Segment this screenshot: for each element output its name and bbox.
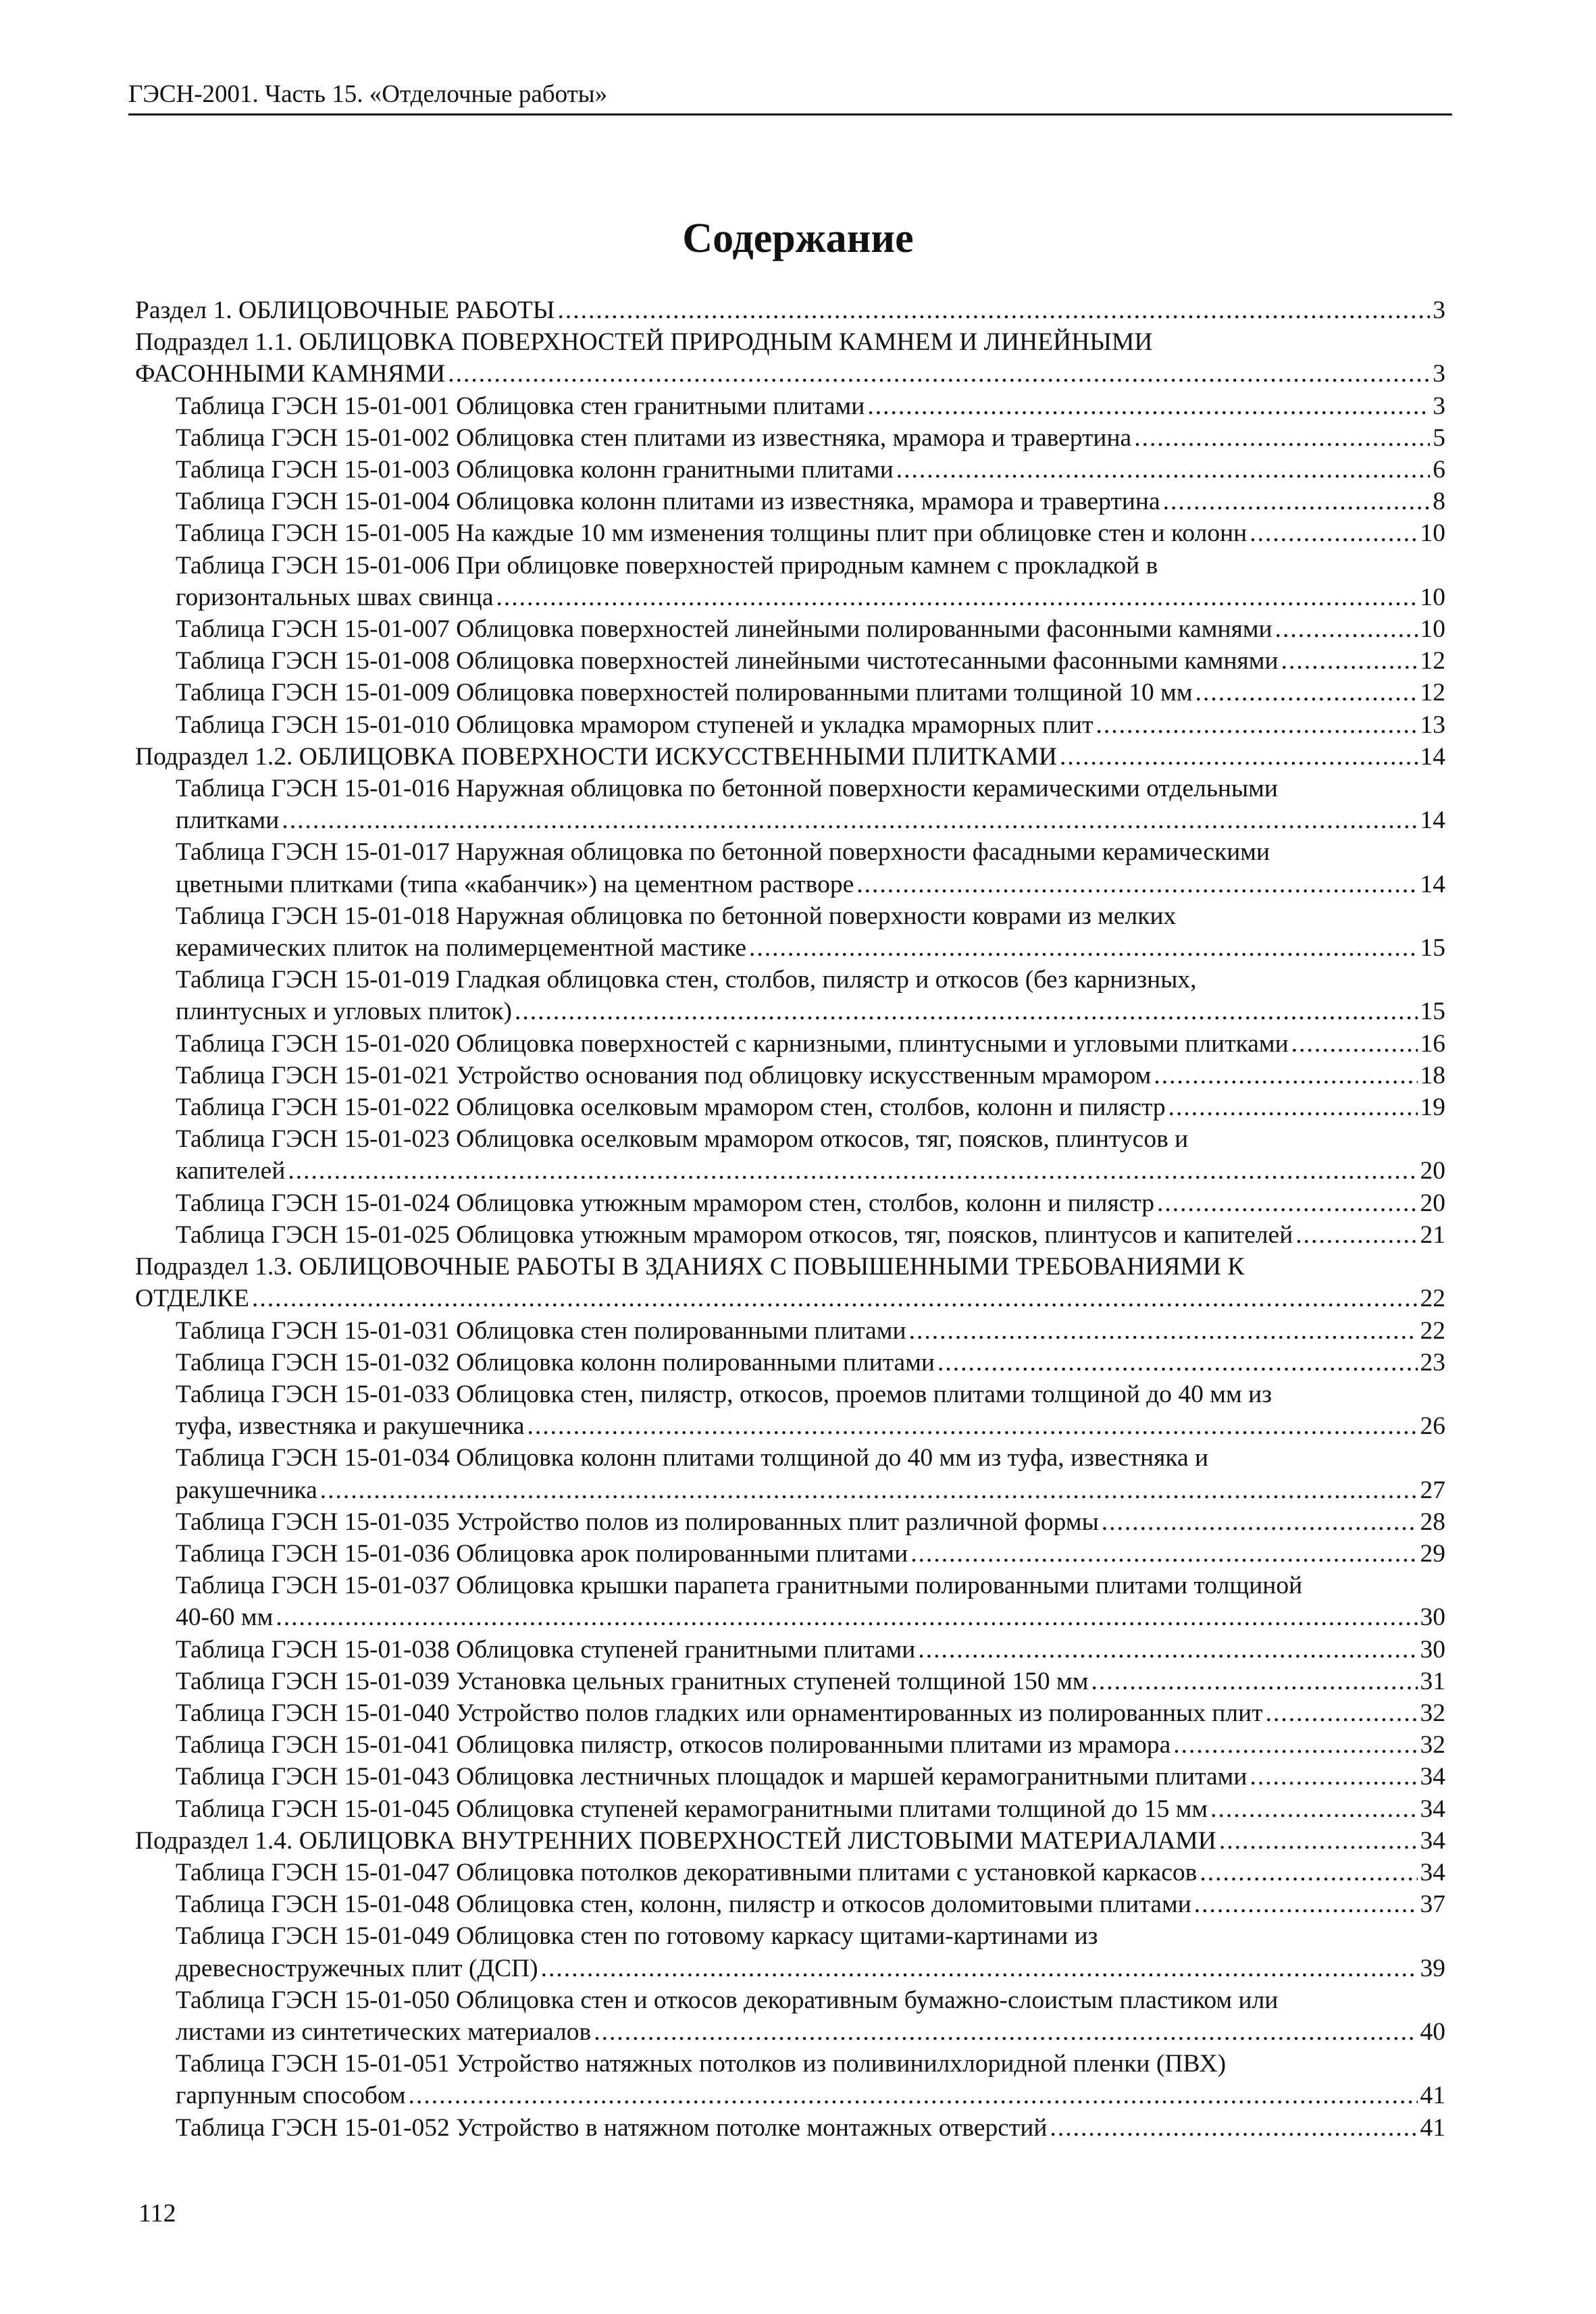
- dot-leader: [1102, 1506, 1418, 1538]
- toc-entry-text: Таблица ГЭСН 15-01-051 Устройство натяжных потолков из поливинилхлоридной пленки (ПВХ): [176, 2050, 1227, 2078]
- toc-entry-text: Таблица ГЭСН 15-01-005 На каждые 10 мм изменения толщины плит при облицовке стен и колонн: [176, 519, 1247, 548]
- toc-line: [176, 1442, 1445, 1474]
- toc-entry-text: горизонтальных швах свинца: [176, 583, 494, 611]
- toc-entry-text: Таблица ГЭСН 15-01-022 Облицовка оселковым мрамором стен, столбов, колонн и пилястр: [176, 1094, 1166, 1122]
- toc-line: [135, 294, 1445, 326]
- toc-table-entry: [135, 1219, 1445, 1251]
- toc-table-entry: [135, 1920, 1445, 1984]
- toc-line: [176, 773, 1445, 804]
- toc-page-number: 10: [1420, 583, 1445, 611]
- toc-page-number: 3: [1433, 392, 1445, 420]
- toc-entry-text: Таблица ГЭСН 15-01-008 Облицовка поверхностей линейными чистотесанными фасонными камнями: [176, 647, 1279, 675]
- toc-line: [176, 2112, 1445, 2144]
- toc-line: [176, 422, 1445, 454]
- toc-entry-text: Таблица ГЭСН 15-01-023 Облицовка оселковым мрамором откосов, тяг, поясков, плинтусов и: [176, 1125, 1189, 1154]
- toc-entry-text: Таблица ГЭСН 15-01-037 Облицовка крышки парапета гранитными полированными плитами толщиной: [176, 1572, 1303, 1600]
- toc-table-entry: [135, 1060, 1445, 1091]
- dot-leader: [909, 1315, 1418, 1347]
- toc-line: [135, 741, 1445, 773]
- toc-line: [176, 1060, 1445, 1091]
- dot-leader: [320, 1474, 1418, 1506]
- toc-entry-text: Таблица ГЭСН 15-01-004 Облицовка колонн плитами из известняка, мрамора и травертина: [176, 488, 1160, 516]
- toc-table-entry: [135, 1697, 1445, 1729]
- toc-line: [176, 1091, 1445, 1123]
- toc-line: [176, 932, 1445, 964]
- toc-line: [176, 2048, 1445, 2080]
- dot-leader: [1266, 1697, 1418, 1729]
- toc-line: [176, 964, 1445, 996]
- toc-entry-text: Таблица ГЭСН 15-01-024 Облицовка утюжным мрамором стен, столбов, колонн и пилястр: [176, 1189, 1154, 1217]
- toc-line: [176, 709, 1445, 741]
- toc-page-number: 10: [1420, 519, 1445, 548]
- toc-line: [176, 1347, 1445, 1379]
- dot-leader: [1096, 709, 1418, 741]
- toc-page-number: 34: [1420, 1826, 1445, 1855]
- toc-table-entry: [135, 454, 1445, 486]
- toc-entry-text: Таблица ГЭСН 15-01-019 Гладкая облицовка стен, столбов, пилястр и откосов (без карнизных,: [176, 966, 1197, 994]
- toc-line: [176, 1888, 1445, 1920]
- toc-table-entry: [135, 517, 1445, 549]
- dot-leader: [1295, 1219, 1417, 1251]
- toc-line: [176, 1123, 1445, 1155]
- dot-leader: [252, 1283, 1418, 1314]
- toc-line: [176, 1729, 1445, 1761]
- toc-table-entry: [135, 486, 1445, 517]
- toc-entry-text: плинтусных и угловых плиток): [176, 998, 512, 1026]
- toc-page-number: 29: [1420, 1539, 1445, 1568]
- toc-entry-text: Таблица ГЭСН 15-01-043 Облицовка лестничных площадок и маршей керамогранитными плитами: [176, 1763, 1247, 1791]
- toc-table-entry: [135, 836, 1445, 900]
- toc-entry-text: Таблица ГЭСН 15-01-007 Облицовка поверхностей линейными полированными фасонными камнями: [176, 615, 1272, 644]
- toc-line: [176, 1474, 1445, 1506]
- toc-page-number: 15: [1420, 934, 1445, 962]
- toc-line: [176, 836, 1445, 868]
- header-text: ГЭСН-2001. Часть 15. «Отделочные работы»: [128, 80, 608, 108]
- toc-page-number: 12: [1420, 647, 1445, 675]
- toc-page-number: 31: [1420, 1667, 1445, 1695]
- dot-leader: [558, 294, 1431, 326]
- dot-leader: [1194, 1888, 1418, 1920]
- toc-section-entry: [135, 294, 1445, 326]
- dot-leader: [527, 1410, 1418, 1442]
- toc-line: [176, 869, 1445, 900]
- toc-entry-text: Таблица ГЭСН 15-01-018 Наружная облицовка по бетонной поверхности коврами из мелких: [176, 902, 1177, 930]
- toc-line: [176, 1315, 1445, 1347]
- dot-leader: [1134, 422, 1430, 454]
- toc-table-entry: [135, 964, 1445, 1027]
- toc-page-number: 3: [1433, 297, 1445, 324]
- toc-entry-text: древесностружечных плит (ДСП): [176, 1954, 538, 1982]
- toc-entry-text: Подраздел 1.3. ОБЛИЦОВОЧНЫЕ РАБОТЫ В ЗДАНИЯХ С ПОВЫШЕННЫМИ ТРЕБОВАНИЯМИ К: [135, 1253, 1245, 1281]
- toc-entry-text: Таблица ГЭСН 15-01-040 Устройство полов гладких или орнаментированных из полированных плит: [176, 1699, 1263, 1727]
- toc-page-number: 14: [1420, 870, 1445, 898]
- toc-page-number: 30: [1420, 1603, 1445, 1632]
- dot-leader: [1157, 1187, 1418, 1219]
- toc-entry-text: Таблица ГЭСН 15-01-033 Облицовка стен, пилястр, откосов, проемов плитами толщиной до 40 мм из: [176, 1380, 1272, 1408]
- toc-line: [176, 645, 1445, 677]
- toc-page-number: 32: [1420, 1731, 1445, 1759]
- toc-line: [176, 900, 1445, 932]
- toc-line: [176, 454, 1445, 486]
- toc-line: [176, 1538, 1445, 1570]
- toc-page-number: 34: [1420, 1763, 1445, 1791]
- dot-leader: [1250, 517, 1417, 549]
- toc-line: [176, 996, 1445, 1027]
- toc-line: [176, 2080, 1445, 2111]
- toc-entry-text: гарпунным способом: [176, 2082, 406, 2110]
- toc-line: [176, 1857, 1445, 1888]
- toc-page-number: 20: [1420, 1157, 1445, 1185]
- toc-page-number: 16: [1420, 1029, 1445, 1058]
- dot-leader: [282, 804, 1417, 836]
- toc-line: [176, 1761, 1445, 1793]
- toc-line: [176, 1666, 1445, 1697]
- dot-leader: [856, 869, 1417, 900]
- toc-line: [176, 677, 1445, 709]
- toc-entry-text: Таблица ГЭСН 15-01-002 Облицовка стен плитами из известняка, мрамора и травертина: [176, 423, 1132, 452]
- toc-page-number: 40: [1420, 2017, 1445, 2046]
- toc-line: [176, 390, 1445, 422]
- toc-page-number: 37: [1420, 1891, 1445, 1919]
- toc-table-entry: [135, 1442, 1445, 1506]
- toc-line: [176, 1155, 1445, 1187]
- toc-entry-text: Таблица ГЭСН 15-01-001 Облицовка стен гранитными плитами: [176, 392, 865, 420]
- dot-leader: [288, 1155, 1417, 1187]
- toc-table-entry: [135, 1888, 1445, 1920]
- table-of-contents: [135, 294, 1445, 2144]
- toc-entry-text: Таблица ГЭСН 15-01-050 Облицовка стен и откосов декоративным бумажно-слоистым пластиком или: [176, 1986, 1279, 2014]
- dot-leader: [515, 996, 1418, 1027]
- dot-leader: [937, 1347, 1418, 1379]
- toc-table-entry: [135, 2112, 1445, 2144]
- toc-entry-text: Таблица ГЭСН 15-01-052 Устройство в натяжном потолке монтажных отверстий: [176, 2113, 1048, 2142]
- toc-entry-text: Таблица ГЭСН 15-01-048 Облицовка стен, колонн, пилястр и откосов доломитовыми плитами: [176, 1891, 1191, 1919]
- toc-table-entry: [135, 1091, 1445, 1123]
- dot-leader: [1060, 741, 1418, 773]
- toc-entry-text: Таблица ГЭСН 15-01-003 Облицовка колонн гранитными плитами: [176, 456, 894, 484]
- toc-table-entry: [135, 1347, 1445, 1379]
- dot-leader: [1210, 1793, 1417, 1825]
- toc-page-number: 10: [1420, 615, 1445, 644]
- dot-leader: [448, 358, 1430, 390]
- toc-entry-text: Таблица ГЭСН 15-01-039 Установка цельных гранитных ступеней толщиной 150 мм: [176, 1667, 1089, 1695]
- toc-entry-text: Таблица ГЭСН 15-01-047 Облицовка потолков декоративными плитами с установкой каркасов: [176, 1858, 1198, 1886]
- dot-leader: [1173, 1729, 1417, 1761]
- toc-line: [176, 1506, 1445, 1538]
- toc-entry-text: плитками: [176, 806, 280, 835]
- toc-table-entry: [135, 1984, 1445, 2048]
- dot-leader: [1200, 1857, 1417, 1888]
- toc-page-number: 14: [1420, 742, 1445, 771]
- toc-page-number: 20: [1420, 1189, 1445, 1217]
- dot-leader: [594, 2016, 1417, 2048]
- toc-line: [176, 550, 1445, 582]
- toc-entry-text: Таблица ГЭСН 15-01-038 Облицовка ступеней гранитными плитами: [176, 1635, 916, 1664]
- toc-page-number: 34: [1420, 1858, 1445, 1886]
- toc-entry-text: Таблица ГЭСН 15-01-009 Облицовка поверхностей полированными плитами толщиной 10 мм: [176, 679, 1193, 707]
- toc-line: [176, 1601, 1445, 1633]
- toc-entry-text: капителей: [176, 1157, 286, 1185]
- toc-entry-text: Таблица ГЭСН 15-01-016 Наружная облицовка по бетонной поверхности керамическими отдельными: [176, 775, 1278, 803]
- dot-leader: [1281, 645, 1418, 677]
- header-rule: [128, 113, 1452, 115]
- toc-line: [176, 2016, 1445, 2048]
- toc-table-entry: [135, 1123, 1445, 1187]
- toc-line: [176, 1187, 1445, 1219]
- toc-entry-text: Таблица ГЭСН 15-01-025 Облицовка утюжным мрамором откосов, тяг, поясков, плинтусов и капителей: [176, 1220, 1293, 1249]
- toc-line: [176, 1570, 1445, 1601]
- dot-leader: [1219, 1825, 1418, 1857]
- toc-table-entry: [135, 390, 1445, 422]
- toc-page-number: 30: [1420, 1635, 1445, 1664]
- page-number: 112: [138, 2199, 176, 2228]
- dot-leader: [541, 1953, 1418, 1984]
- toc-entry-text: Таблица ГЭСН 15-01-010 Облицовка мрамором ступеней и укладка мраморных плит: [176, 711, 1093, 739]
- toc-page-number: 13: [1420, 711, 1445, 739]
- toc-table-entry: [135, 1570, 1445, 1633]
- toc-page-number: 3: [1433, 360, 1445, 388]
- toc-line: [176, 517, 1445, 549]
- toc-entry-text: Подраздел 1.4. ОБЛИЦОВКА ВНУТРЕННИХ ПОВЕРХНОСТЕЙ ЛИСТОВЫМИ МАТЕРИАЛАМИ: [135, 1826, 1216, 1855]
- toc-line: [176, 1219, 1445, 1251]
- toc-line: [135, 358, 1445, 390]
- toc-entry-text: Таблица ГЭСН 15-01-017 Наружная облицовка по бетонной поверхности фасадными керамическими: [176, 838, 1270, 867]
- toc-table-entry: [135, 1793, 1445, 1825]
- toc-page-number: 23: [1420, 1348, 1445, 1377]
- toc-page-number: 34: [1420, 1795, 1445, 1823]
- dot-leader: [1250, 1761, 1417, 1793]
- toc-page-number: 39: [1420, 1954, 1445, 1982]
- dot-leader: [867, 390, 1430, 422]
- toc-entry-text: ФАСОННЫМИ КАМНЯМИ: [135, 360, 446, 388]
- toc-page-number: 14: [1420, 806, 1445, 835]
- toc-entry-text: Таблица ГЭСН 15-01-049 Облицовка стен по готовому каркасу щитами-картинами из: [176, 1922, 1098, 1951]
- toc-table-entry: [135, 645, 1445, 677]
- toc-line: [135, 1825, 1445, 1857]
- toc-entry-text: Раздел 1. ОБЛИЦОВОЧНЫЕ РАБОТЫ: [135, 297, 555, 324]
- toc-line: [176, 1028, 1445, 1060]
- toc-entry-text: цветными плитками (типа «кабанчик») на цементном растворе: [176, 870, 854, 898]
- toc-line: [176, 1379, 1445, 1410]
- toc-page-number: 21: [1420, 1220, 1445, 1249]
- dot-leader: [1195, 677, 1418, 709]
- toc-table-entry: [135, 1634, 1445, 1666]
- toc-table-entry: [135, 1761, 1445, 1793]
- toc-entry-text: Подраздел 1.2. ОБЛИЦОВКА ПОВЕРХНОСТИ ИСКУССТВЕННЫМИ ПЛИТКАМИ: [135, 742, 1057, 771]
- toc-entry-text: керамических плиток на полимерцементной мастике: [176, 934, 746, 962]
- toc-page-number: 27: [1420, 1476, 1445, 1504]
- toc-entry-text: ракушечника: [176, 1476, 317, 1504]
- toc-entry-text: Таблица ГЭСН 15-01-031 Облицовка стен полированными плитами: [176, 1316, 906, 1345]
- toc-table-entry: [135, 2048, 1445, 2111]
- dot-leader: [1050, 2112, 1417, 2144]
- toc-page-number: 6: [1433, 456, 1445, 484]
- dot-leader: [896, 454, 1430, 486]
- toc-line: [135, 1251, 1445, 1283]
- toc-entry-text: Таблица ГЭСН 15-01-032 Облицовка колонн полированными плитами: [176, 1348, 935, 1377]
- toc-line: [176, 1793, 1445, 1825]
- toc-page-number: 22: [1420, 1316, 1445, 1345]
- toc-line: [176, 1697, 1445, 1729]
- toc-table-entry: [135, 422, 1445, 454]
- toc-page-number: 26: [1420, 1412, 1445, 1441]
- toc-table-entry: [135, 550, 1445, 613]
- toc-page-number: 19: [1420, 1094, 1445, 1122]
- toc-entry-text: листами из синтетических материалов: [176, 2017, 592, 2046]
- dot-leader: [1168, 1091, 1418, 1123]
- toc-page-number: 22: [1420, 1285, 1445, 1313]
- dot-leader: [1275, 613, 1418, 645]
- toc-entry-text: ОТДЕЛКЕ: [135, 1285, 249, 1313]
- dot-leader: [1154, 1060, 1417, 1091]
- toc-entry-text: Таблица ГЭСН 15-01-006 При облицовке поверхностей природным камнем с прокладкой в: [176, 551, 1158, 580]
- toc-table-entry: [135, 1028, 1445, 1060]
- toc-entry-text: Подраздел 1.1. ОБЛИЦОВКА ПОВЕРХНОСТЕЙ ПРИРОДНЫМ КАМНЕМ И ЛИНЕЙНЫМИ: [135, 328, 1153, 357]
- dot-leader: [918, 1634, 1417, 1666]
- toc-entry-text: Таблица ГЭСН 15-01-020 Облицовка поверхностей с карнизными, плинтусными и угловыми плитками: [176, 1029, 1289, 1058]
- toc-entry-text: Таблица ГЭСН 15-01-041 Облицовка пилястр, откосов полированными плитами из мрамора: [176, 1731, 1171, 1759]
- toc-table-entry: [135, 900, 1445, 964]
- toc-line: [176, 486, 1445, 517]
- toc-line: [135, 326, 1445, 358]
- toc-line: [176, 1920, 1445, 1952]
- toc-line: [176, 1984, 1445, 2016]
- dot-leader: [749, 932, 1418, 964]
- toc-page-number: 28: [1420, 1508, 1445, 1536]
- page-title: Содержание: [682, 215, 914, 261]
- toc-section-entry: [135, 1825, 1445, 1857]
- toc-table-entry: [135, 709, 1445, 741]
- toc-table-entry: [135, 1857, 1445, 1888]
- toc-line: [135, 1283, 1445, 1314]
- toc-line: [176, 1634, 1445, 1666]
- toc-table-entry: [135, 1379, 1445, 1442]
- toc-page-number: 5: [1433, 423, 1445, 452]
- dot-leader: [409, 2080, 1418, 2111]
- toc-table-entry: [135, 1315, 1445, 1347]
- toc-section-entry: [135, 326, 1445, 390]
- toc-table-entry: [135, 1506, 1445, 1538]
- toc-page-number: 12: [1420, 679, 1445, 707]
- toc-page-number: 8: [1433, 488, 1445, 516]
- toc-table-entry: [135, 1187, 1445, 1219]
- toc-entry-text: Таблица ГЭСН 15-01-021 Устройство основания под облицовку искусственным мрамором: [176, 1061, 1152, 1089]
- toc-page-number: 15: [1420, 998, 1445, 1026]
- running-header: [128, 80, 1452, 109]
- dot-leader: [1091, 1666, 1417, 1697]
- toc-line: [176, 1410, 1445, 1442]
- toc-page-number: 41: [1420, 2113, 1445, 2142]
- dot-leader: [910, 1538, 1417, 1570]
- toc-table-entry: [135, 677, 1445, 709]
- toc-entry-text: Таблица ГЭСН 15-01-036 Облицовка арок полированными плитами: [176, 1539, 908, 1568]
- toc-entry-text: Таблица ГЭСН 15-01-045 Облицовка ступеней керамогранитными плитами толщиной до 15 мм: [176, 1795, 1208, 1823]
- toc-table-entry: [135, 1538, 1445, 1570]
- toc-section-entry: [135, 1251, 1445, 1314]
- toc-table-entry: [135, 1666, 1445, 1697]
- toc-entry-text: Таблица ГЭСН 15-01-035 Устройство полов из полированных плит различной формы: [176, 1508, 1099, 1536]
- toc-page-number: 41: [1420, 2082, 1445, 2110]
- dot-leader: [1163, 486, 1431, 517]
- toc-entry-text: 40-60 мм: [176, 1603, 274, 1632]
- toc-table-entry: [135, 773, 1445, 836]
- dot-leader: [276, 1601, 1417, 1633]
- toc-page-number: 18: [1420, 1061, 1445, 1089]
- dot-leader: [1291, 1028, 1418, 1060]
- toc-line: [176, 582, 1445, 613]
- dot-leader: [496, 582, 1418, 613]
- toc-line: [176, 804, 1445, 836]
- toc-line: [176, 1953, 1445, 1984]
- toc-entry-text: туфа, известняка и ракушечника: [176, 1412, 525, 1441]
- toc-entry-text: Таблица ГЭСН 15-01-034 Облицовка колонн плитами толщиной до 40 мм из туфа, известняка и: [176, 1444, 1209, 1472]
- toc-page-number: 32: [1420, 1699, 1445, 1727]
- toc-table-entry: [135, 613, 1445, 645]
- toc-table-entry: [135, 1729, 1445, 1761]
- toc-section-entry: [135, 741, 1445, 773]
- toc-line: [176, 613, 1445, 645]
